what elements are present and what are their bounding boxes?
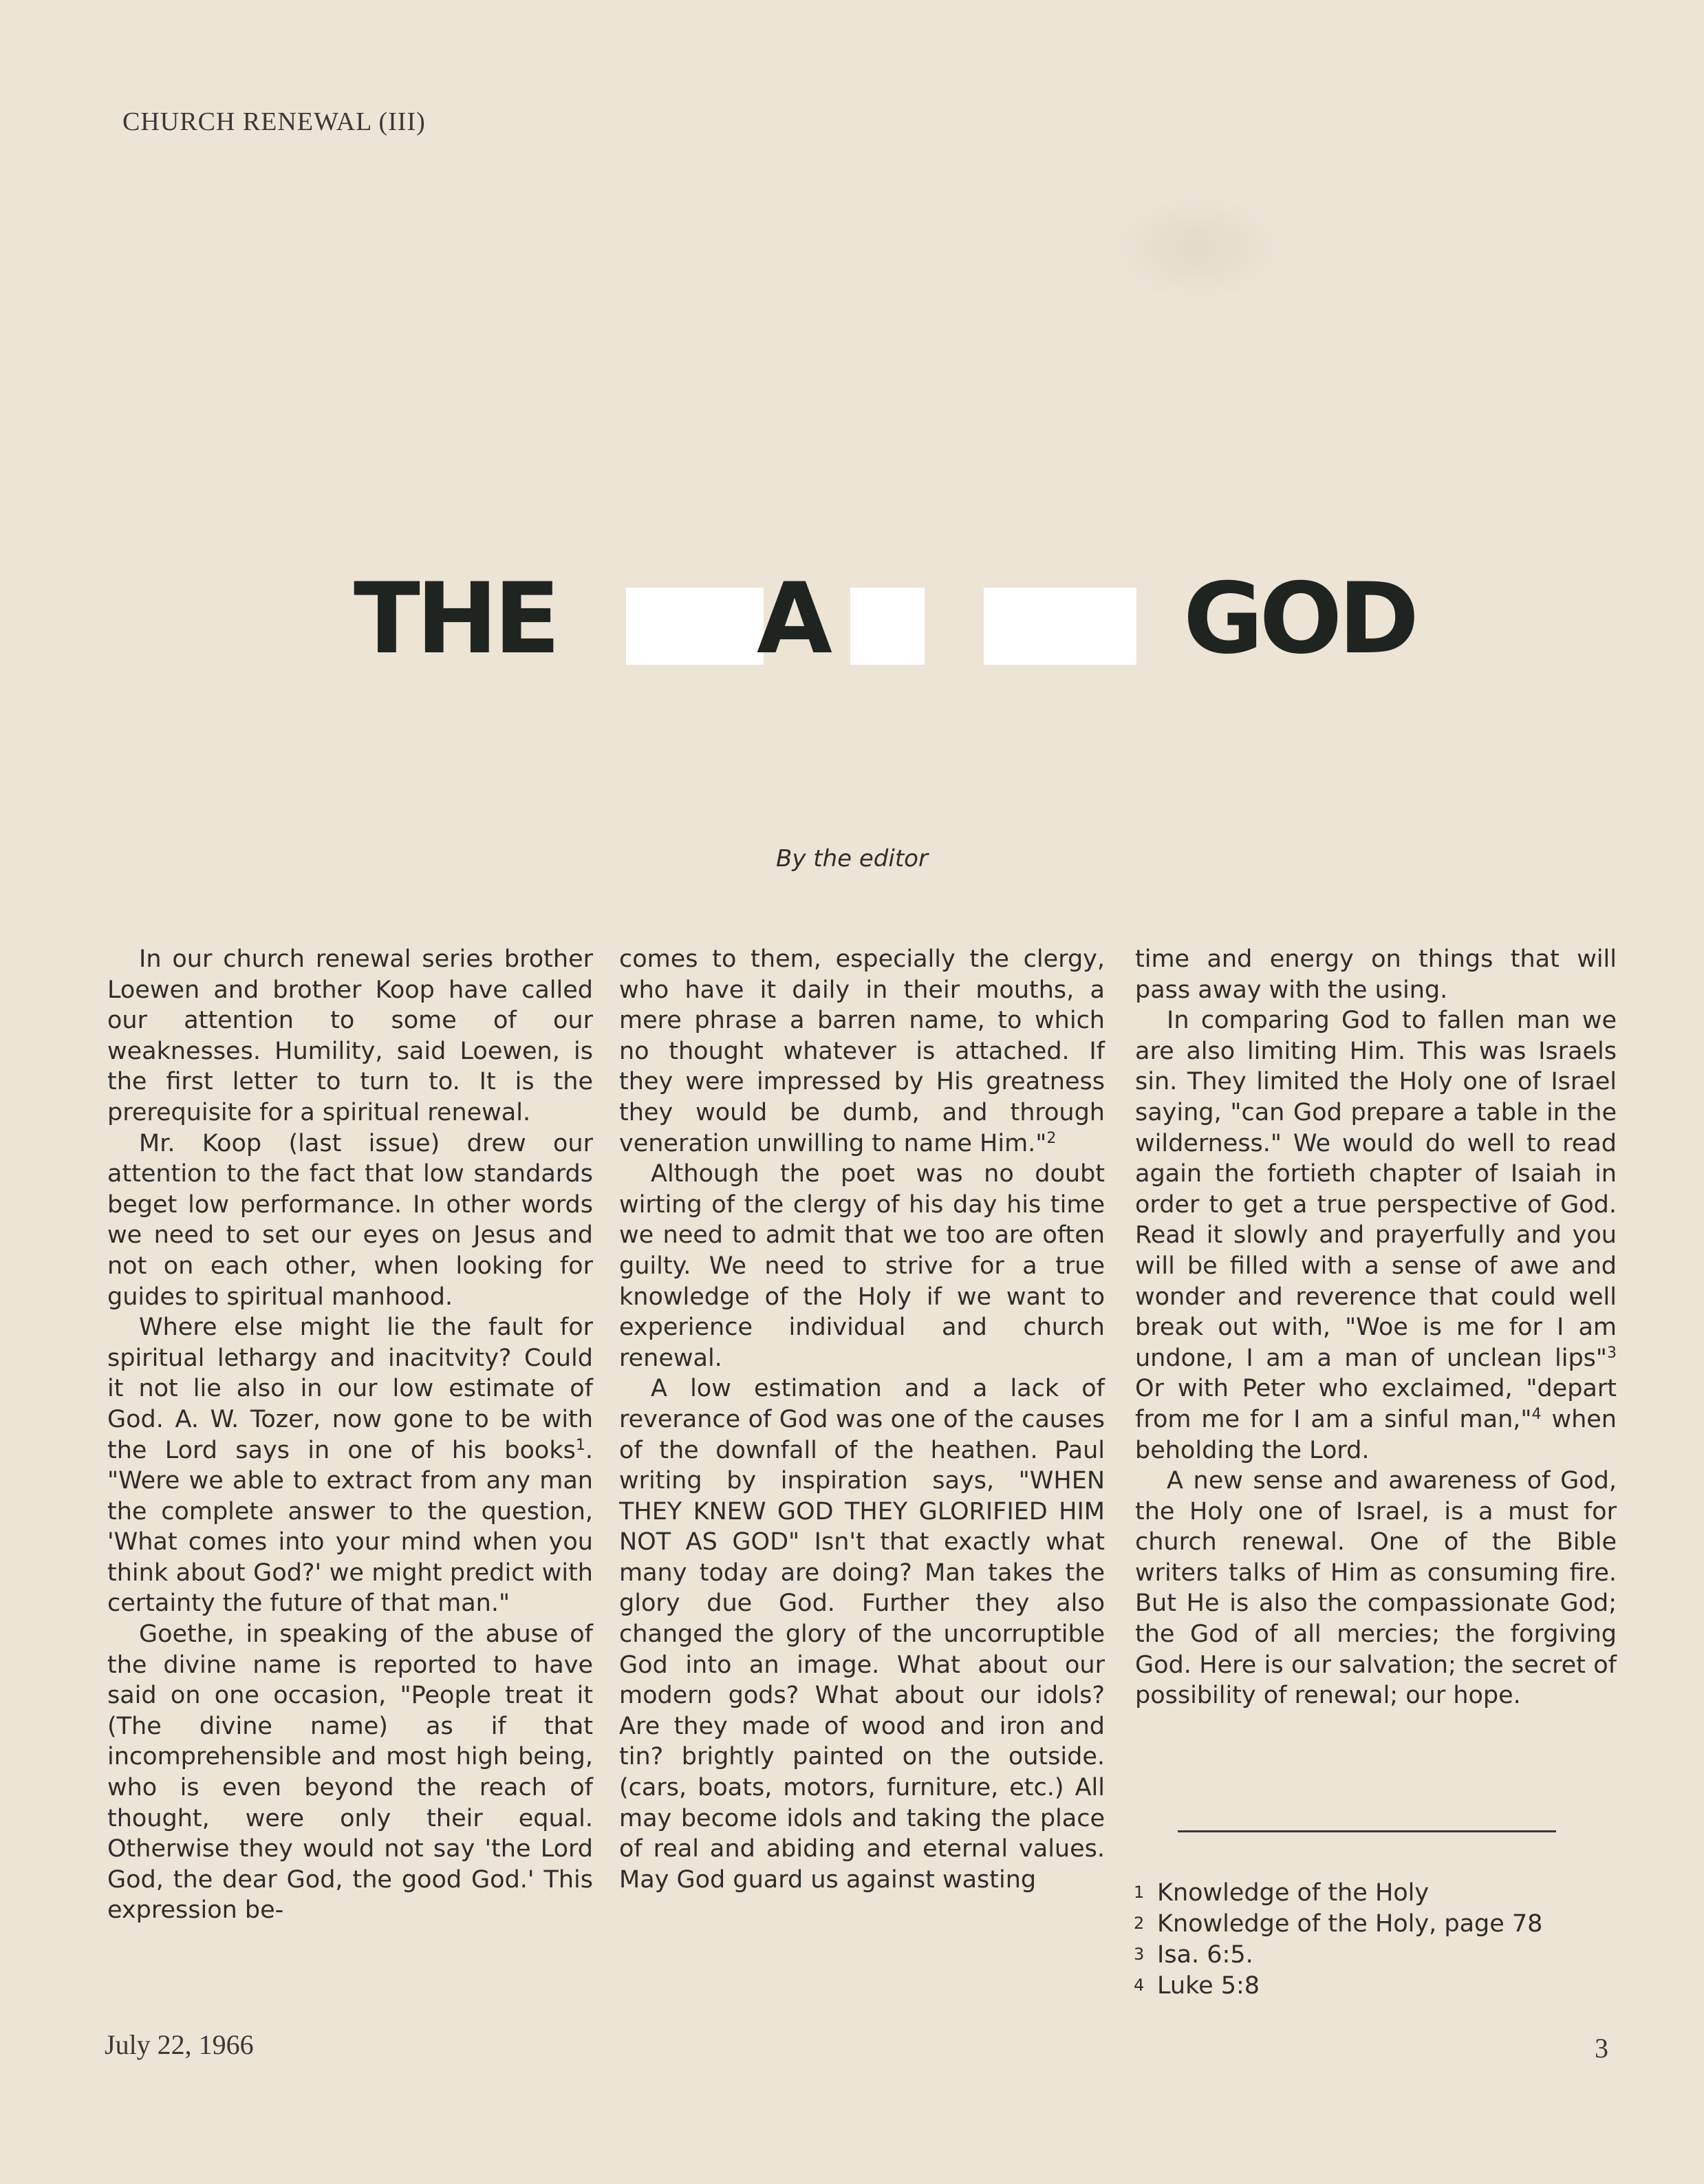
paragraph: Goethe, in speaking of the abuse of the divine name is reported to have said on one occasion, "People treat it (The divine name) as if that incomprehensible and most high being, who is even beyond the reach of thought, were only their equal. Otherwise they would not say 'the Lord God, the dear God, the good God.' This expression be- [107,1620,593,1925]
footnote-mark: 1 [575,1436,585,1454]
footnote: 4 Luke 5:8 [1134,1972,1260,2000]
byline: By the editor [776,845,928,872]
paragraph: Although the poet was no doubt wirting of the clergy of his day his time we need to admit that we too are often guilty. We need to strive for a true knowledge of the Holy if we want to experience individual and church renewal. [619,1160,1105,1372]
column-2 [619,944,1105,1895]
column-1 [107,944,593,1926]
footnote-mark: 2 [1046,1129,1057,1147]
footnote: 3 Isa. 6:5. [1134,1941,1253,1969]
footnote-mark: 3 [1607,1344,1617,1362]
paper-smudge [1108,193,1286,303]
footnote-mark: 4 [1531,1405,1542,1423]
issue-date: July 22, 1966 [105,2029,254,2060]
footnote: 1 Knowledge of the Holy [1134,1879,1430,1907]
title-word-the: THE [354,562,557,676]
series-heading: CHURCH RENEWAL (III) [122,107,426,136]
paragraph: Mr. Koop (last issue) drew our attention to the fact that low standards beget low performance. In other words we need to set our eyes on Jesus and not on each other, when looking for guides to spiritual manhood. [107,1129,593,1311]
footnote-divider [1178,1830,1556,1832]
redaction-box [984,588,1136,665]
title-word-partial: A [757,562,828,676]
redaction-box [850,588,925,665]
paragraph: time and energy on things that will pass away with the using. [1135,945,1617,1004]
paragraph: In our church renewal series brother Loewen and brother Koop have called our attention to some of our weaknesses. Humility, said Loewen, is the first letter to turn to. It is the prerequisite for a spiritual renewal. [107,945,593,1126]
column-3 [1135,944,1617,1711]
page-number: 3 [1595,2033,1608,2064]
redaction-box [626,588,764,665]
title-word-god: GOD [1183,562,1416,676]
paragraph: In comparing God to fallen man we are also limiting Him. This was Israels sin. They limited the Holy one of Israel saying, "can God prepare a table in the wilderness." We would do well to read again the fortieth chapter of Isaiah in order to get a true perspective of God. Read it slowly and prayerfully and you will be filled with a sense of awe and wonder and reverence that could well break out with, "Woe is me for I am undone, I am a man of unclean lips"$^3$ Or with Peter who exclaimed, "depart from me for I am a sinful man,"$^4$ when beholding the Lord. [1135,1007,1617,1464]
paragraph: comes to them, especially the clergy, who have it daily in their mouths, a mere phrase a barren name, to which no thought whatever is attached. If they were impressed by His greatness they would be dumb, and through veneration unwilling to name Him."$^2$ [619,945,1105,1157]
footnotes [1134,1877,1629,2001]
paragraph: A new sense and awareness of God, the Holy one of Israel, is a must for church renewal. One of the Bible writers talks of Him as consuming fire. But He is also the compassionate God; the God of all mercies; the forgiving God. Here is our salvation; the secret of possibility of renewal; our hope. [1135,1467,1617,1710]
paragraph: Where else might lie the fault for spiritual lethargy and inacitvity? Could it not lie also in our low estimate of God. A. W. Tozer, now gone to be with the Lord says in one of his books$^1$. "Were we able to extract from any man the complete answer to the question, 'What comes into your mind when you think about God?' we might predict with certainty the future of that man." [107,1314,593,1618]
paragraph: A low estimation and a lack of reverance of God was one of the causes of the downfall of the heathen. Paul writing by inspiration says, "WHEN THEY KNEW GOD THEY GLORIFIED HIM NOT AS GOD" Isn't that exactly what many today are doing? Man takes the glory due God. Further they also changed the glory of the uncorruptible God into an image. What about our modern gods? What about our idols? Are they made of wood and iron and tin? brightly painted on the outside. (cars, boats, motors, furniture, etc.) All may become idols and taking the place of real and abiding and eternal values. May God guard us against wasting [619,1375,1105,1894]
article-title [0,564,1704,674]
footnote: 2 Knowledge of the Holy, page 78 [1134,1910,1543,1938]
